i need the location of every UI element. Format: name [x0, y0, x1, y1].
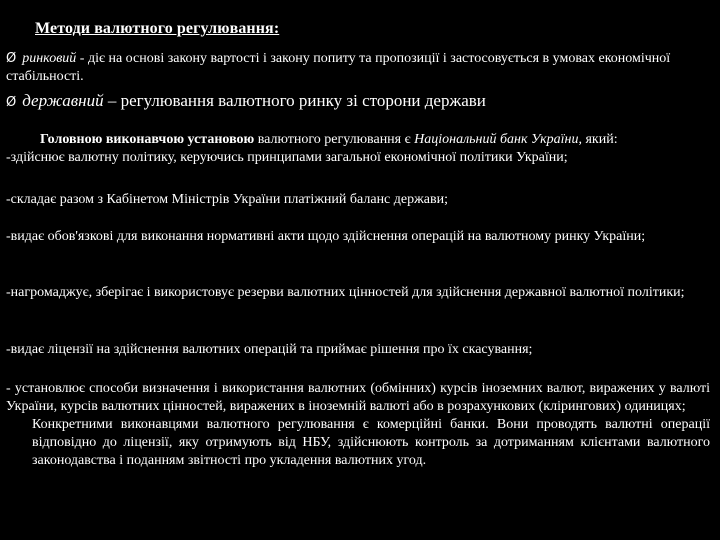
slide-title: Методи валютного регулювання: — [35, 20, 280, 37]
duty-item: -здійснює валютну політику, керуючись принципами загальної економічної політики України; — [6, 150, 568, 165]
main-executive-paragraph — [6, 131, 710, 167]
final-block — [6, 380, 710, 470]
bold-lead: Головною виконавчою установою — [40, 132, 255, 147]
duty-item: - установлює способи визначення і використання валютних (обмінних) курсів іноземних валют, виражених у валюті України, курсів валютних цінностей, виражених в іноземній валюті або в розрахункових (клірингових) одиницях; — [6, 381, 710, 414]
closing-paragraph: Конкретними виконавцями валютного регулювання є комерційні банки. Вони проводять валютні операції відповідно до ліцензії, яку отримують від НБУ, здійснюють контроль за дотриманням клієнтами валютного законодавства і поданням звітності про укладення валютних угод. — [32, 417, 710, 468]
duty-item: -видає ліцензії на здійснення валютних операцій та приймає рішення про їх скасування; — [6, 342, 533, 357]
bullet-term: державний — [22, 91, 104, 110]
executive-intro — [6, 131, 710, 149]
bank-name: Національний банк України — [414, 132, 579, 147]
duty-item: -видає обов'язкові для виконання нормативні акти щодо здійснення операцій на валютному ринку України; — [6, 229, 646, 244]
bullet-state — [6, 92, 711, 112]
bullet-term: ринковий — [22, 51, 77, 66]
bullet-text: - діє на основі закону вартості і закону попиту та пропозиції і застосовується в умовах економічної стабільності. — [6, 51, 671, 84]
arrow-bullet-icon: Ø — [6, 95, 17, 110]
bullet-text: – регулювання валютного ринку зі сторони держави — [103, 91, 486, 110]
intro-tail: , який: — [578, 132, 618, 147]
duty-item: -складає разом з Кабінетом Міністрів України платіжний баланс держави; — [6, 192, 448, 207]
bullet-market — [6, 50, 711, 86]
arrow-bullet-icon: Ø — [6, 51, 17, 66]
intro-mid: валютного регулювання є — [254, 132, 415, 147]
duty-item: -нагромаджує, зберігає і використовує резерви валютних цінностей для здійснення державної валютної політики; — [6, 285, 685, 300]
